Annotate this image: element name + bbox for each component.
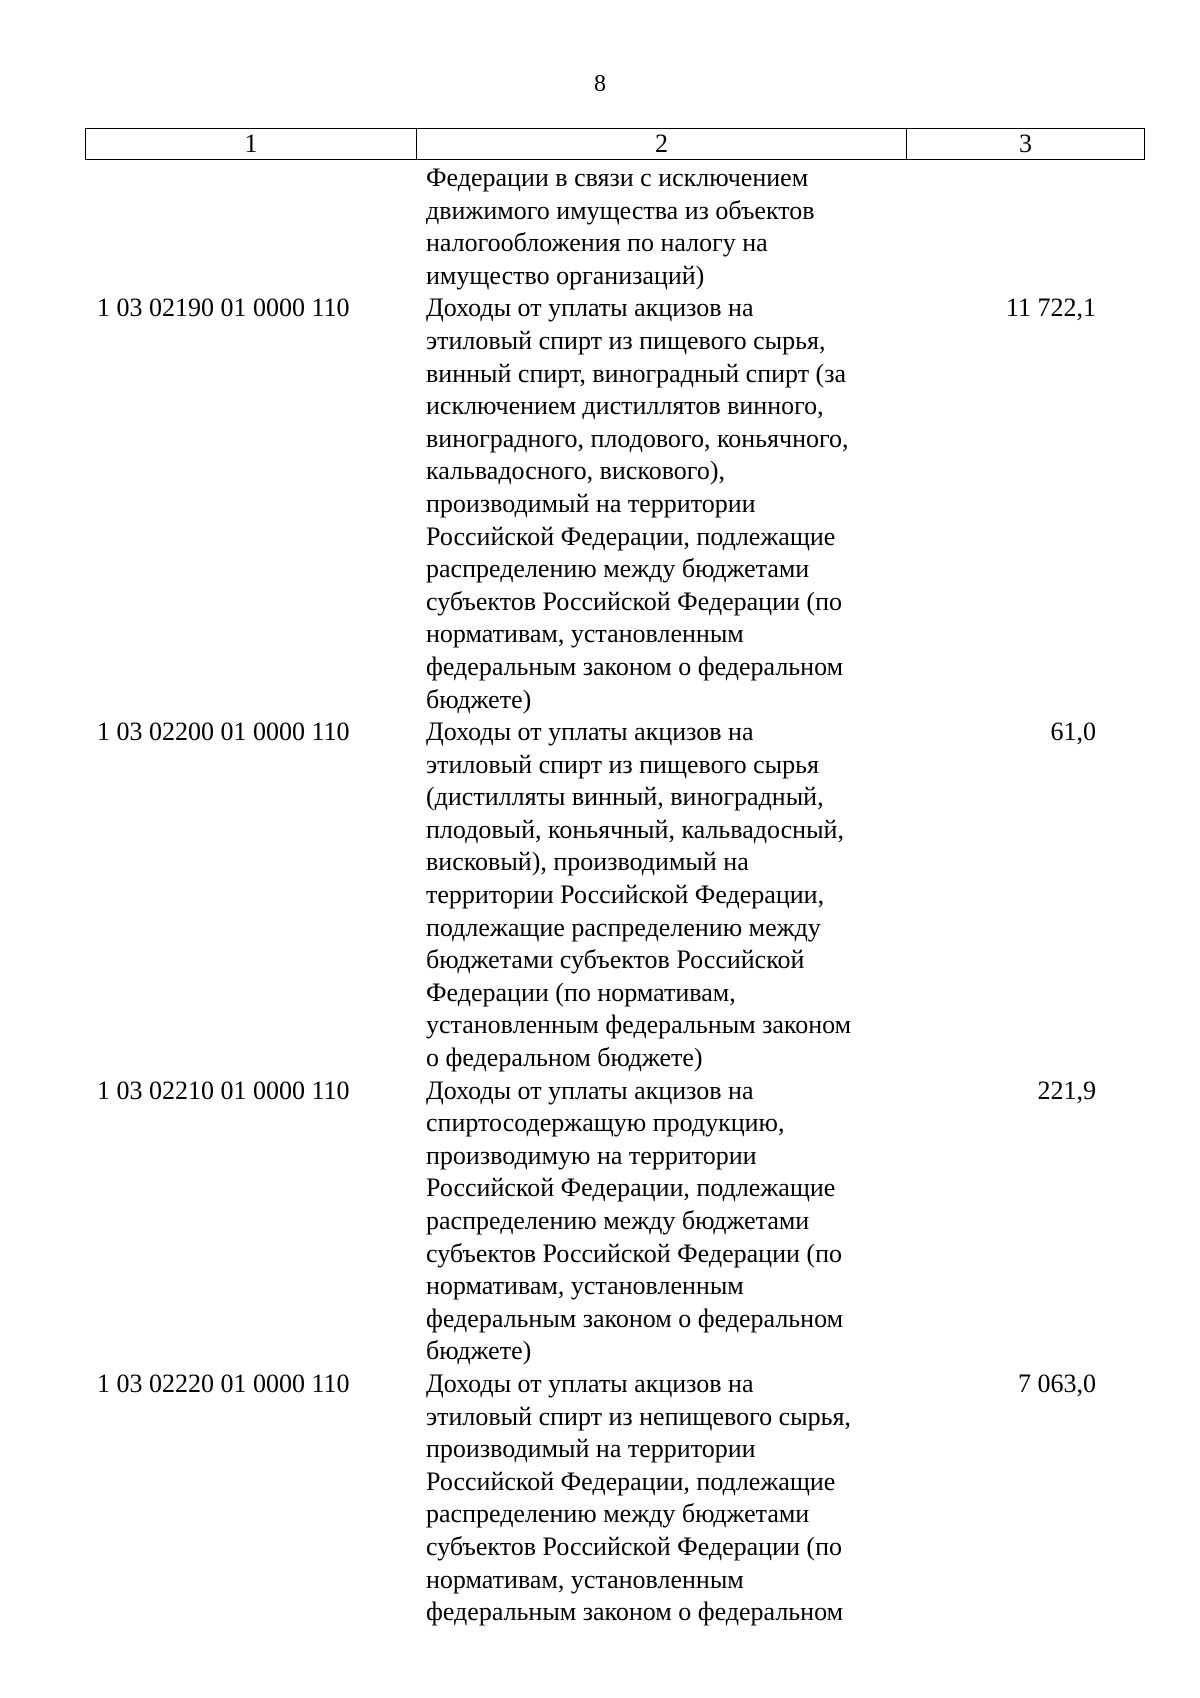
row-amount: 7 063,0 — [1018, 1368, 1096, 1398]
description-line: производимый на территории — [426, 1434, 756, 1464]
description-line: Федерации (по нормативам, — [426, 977, 736, 1007]
table-header — [85, 128, 1145, 160]
table-row — [0, 716, 1200, 1075]
row-description — [330, 162, 906, 292]
description-line: винный спирт, виноградный спирт (за — [426, 358, 847, 388]
description-line: нормативам, установленным — [426, 1564, 744, 1594]
description-line: плодовый, коньячный, кальвадосный, — [426, 814, 844, 844]
description-line: движимого имущества из объектов — [426, 195, 815, 225]
description-line: распределению между бюджетами — [426, 1206, 810, 1235]
description-line: субъектов Российской Федерации (по — [426, 586, 842, 616]
description-line: бюджете) — [426, 684, 532, 714]
row-amount — [906, 162, 1096, 292]
table-row — [0, 1368, 1200, 1629]
description-line: федеральным законом о федеральном — [426, 1597, 844, 1627]
header-col-3: 3 — [1019, 129, 1032, 158]
description-line: Российской Федерации, подлежащие — [426, 521, 836, 551]
row-amount: 11 722,1 — [1005, 293, 1096, 323]
table-body — [0, 162, 1200, 1629]
row-code: 1 03 02220 01 0000 110 — [97, 1368, 350, 1398]
header-col-1: 1 — [86, 129, 417, 159]
table-row — [0, 1075, 1200, 1368]
description-line: Доходы от уплаты акцизов на — [426, 1075, 754, 1105]
description-line: Доходы от уплаты акцизов на — [426, 1368, 754, 1398]
header-col-2: 2 — [417, 129, 907, 159]
row-description — [330, 1075, 906, 1368]
description-line: висковый), производимый на — [426, 847, 749, 877]
description-line: спиртосодержащую продукцию, — [426, 1108, 785, 1138]
description-line: этиловый спирт из пищевого сырья, — [426, 325, 826, 355]
description-line: установленным федеральным законом — [426, 1010, 852, 1040]
description-line: распределению между бюджетами — [426, 554, 810, 584]
row-description — [330, 292, 906, 716]
table-row — [0, 162, 1200, 292]
description-line: производимый на территории — [426, 488, 756, 518]
row-code: 1 03 02200 01 0000 110 — [97, 717, 350, 747]
row-amount: 61,0 — [1050, 717, 1096, 747]
description-line: субъектов Российской Федерации (по — [426, 1238, 842, 1268]
description-line: бюджете) — [426, 1336, 532, 1366]
row-code — [0, 162, 330, 292]
description-line: (дистилляты винный, виноградный, — [426, 782, 824, 812]
description-line: исключением дистиллятов винного, — [426, 391, 824, 421]
description-line: субъектов Российской Федерации (по — [426, 1531, 842, 1561]
table-row — [0, 292, 1200, 716]
row-description — [330, 1368, 906, 1629]
description-line: Российской Федерации, подлежащие — [426, 1173, 836, 1203]
description-line: Российской Федерации, подлежащие — [426, 1466, 836, 1496]
row-code: 1 03 02210 01 0000 110 — [97, 1075, 350, 1105]
description-line: нормативам, установленным — [426, 619, 744, 649]
description-line: федеральным законом о федеральном — [426, 1303, 844, 1333]
description-line: налогообложения по налогу на — [426, 228, 768, 258]
description-line: виноградного, плодового, коньячного, — [426, 423, 849, 453]
description-line: Федерации в связи с исключением — [426, 163, 809, 192]
description-line: Доходы от уплаты акцизов на — [426, 717, 754, 747]
description-line: распределению между бюджетами — [426, 1499, 810, 1529]
description-line: нормативам, установленным — [426, 1271, 744, 1301]
description-line: территории Российской Федерации, — [426, 880, 825, 910]
row-code: 1 03 02190 01 0000 110 — [97, 293, 350, 323]
description-line: федеральным законом о федеральном — [426, 651, 844, 681]
row-description — [330, 716, 906, 1075]
description-line: производимую на территории — [426, 1140, 757, 1170]
description-line: бюджетами субъектов Российской — [426, 945, 805, 975]
description-line: этиловый спирт из непищевого сырья, — [426, 1401, 851, 1431]
description-line: этиловый спирт из пищевого сырья — [426, 749, 819, 779]
description-line: подлежащие распределению между — [426, 912, 821, 942]
description-line: о федеральном бюджете) — [426, 1043, 703, 1073]
row-amount: 221,9 — [1037, 1075, 1096, 1105]
description-line: Доходы от уплаты акцизов на — [426, 293, 754, 323]
description-line: кальвадосного, вискового), — [426, 456, 725, 486]
page-number: 8 — [594, 71, 606, 97]
description-line: имущество организаций) — [426, 260, 705, 290]
